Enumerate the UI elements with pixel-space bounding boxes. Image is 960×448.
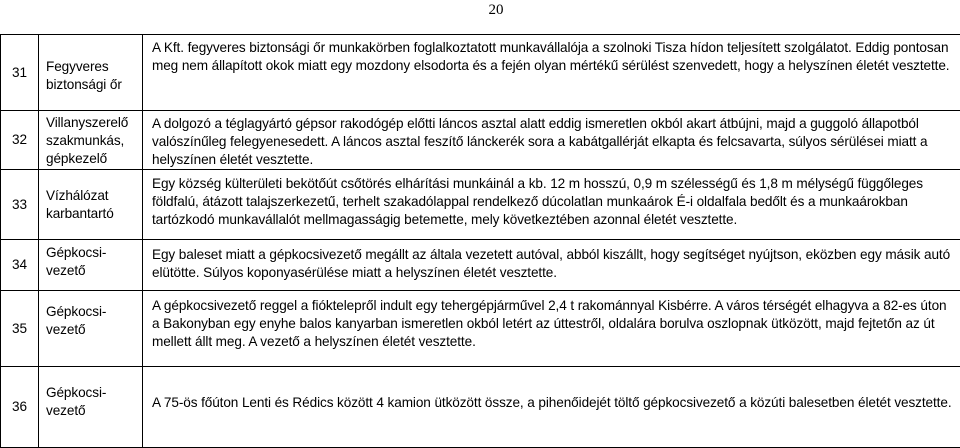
job-title bbox=[39, 240, 143, 291]
case-description: Egy község külterületi bekötőút csőtörés elhárítási munkáinál a kb. 12 m hosszú, 0,9 m szélességű és 1,8 m mélységű függőleges földfalú, átázott talajszerkezetű, terhelt szakadólappal rendelkező dúcolatlan munkaárok É-i oldalfala bedőlt és a munkaárokban tartózkodó munkavállalót mellmagasságig betemette, mely következtében azonnal életét vesztette. bbox=[143, 170, 960, 240]
job-title-line: Vízhálózat bbox=[46, 187, 138, 205]
table-row bbox=[1, 291, 960, 367]
job-title bbox=[39, 111, 143, 170]
job-title-line: Gépkocsi- bbox=[46, 244, 138, 262]
case-number: 35 bbox=[1, 291, 39, 367]
case-number: 31 bbox=[1, 35, 39, 111]
case-description: A Kft. fegyveres biztonsági őr munkakörben foglalkoztatott munkavállalója a szolnoki Tisza hídon teljesített szolgálatot. Eddig pontosan meg nem állapított okok miatt egy mozdony elsodorta és a fején olyan mértékű sérülést szenvedett, hogy a helyszínen életét vesztette. bbox=[143, 35, 960, 111]
job-title-line: biztonsági őr bbox=[46, 76, 138, 94]
table-row bbox=[1, 35, 960, 111]
case-number: 36 bbox=[1, 367, 39, 448]
job-title bbox=[39, 367, 143, 448]
job-title-line: Gépkocsi- bbox=[46, 303, 138, 321]
case-description: Egy baleset miatt a gépkocsivezető megállt az általa vezetett autóval, abból kiszállt, hogy segítséget nyújtson, eközben egy másik autó elütötte. Súlyos koponyasérülése miatt a helyszínen életét vesztette. bbox=[143, 240, 960, 291]
table-row bbox=[1, 240, 960, 291]
table-row bbox=[1, 170, 960, 240]
case-number: 33 bbox=[1, 170, 39, 240]
job-title-line: Gépkocsi- bbox=[46, 384, 138, 402]
accident-cases-table bbox=[0, 34, 960, 448]
case-description: A dolgozó a téglagyártó gépsor rakodógép előtti láncos asztal alatt eddig ismeretlen okból akart átbújni, majd a guggoló állapotból valószínűleg felegyenesedett. A láncos asztal feszítő lánckerék sora a kabátgallérját elkapta és felcsavarta, súlyos sérülései miatt a helyszínen életét vesztette. bbox=[143, 111, 960, 170]
table-row bbox=[1, 367, 960, 448]
page-number: 20 bbox=[478, 0, 514, 20]
case-number: 32 bbox=[1, 111, 39, 170]
job-title bbox=[39, 170, 143, 240]
job-title-line: vezető bbox=[46, 321, 138, 339]
job-title bbox=[39, 291, 143, 367]
job-title-line: gépkezelő bbox=[46, 150, 138, 168]
job-title-line: Fegyveres bbox=[46, 58, 138, 76]
job-title-line: Villanyszerelő bbox=[46, 114, 138, 132]
job-title-line: vezető bbox=[46, 402, 138, 420]
table-row bbox=[1, 111, 960, 170]
case-number: 34 bbox=[1, 240, 39, 291]
job-title-line: vezető bbox=[46, 262, 138, 280]
job-title-line: szakmunkás, bbox=[46, 132, 138, 150]
case-description: A gépkocsivezető reggel a fióktelepről indult egy tehergépjárművel 2,4 t rakománnyal Kisbérre. A város térségét elhagyva a 82-es úton a Bakonyban egy enyhe balos kanyarban ismeretlen okból letért az úttestről, oldalára borulva oszlopnak ütközött, majd fejtetőn az út mellett állt meg. A vezető a helyszínen életét vesztette. bbox=[143, 291, 960, 367]
job-title-line: karbantartó bbox=[46, 205, 138, 223]
case-description: A 75-ös főúton Lenti és Rédics között 4 kamion ütközött össze, a pihenőidejét töltő gépkocsivezető a közúti balesetben életét vesztette. bbox=[143, 367, 960, 448]
job-title bbox=[39, 35, 143, 111]
